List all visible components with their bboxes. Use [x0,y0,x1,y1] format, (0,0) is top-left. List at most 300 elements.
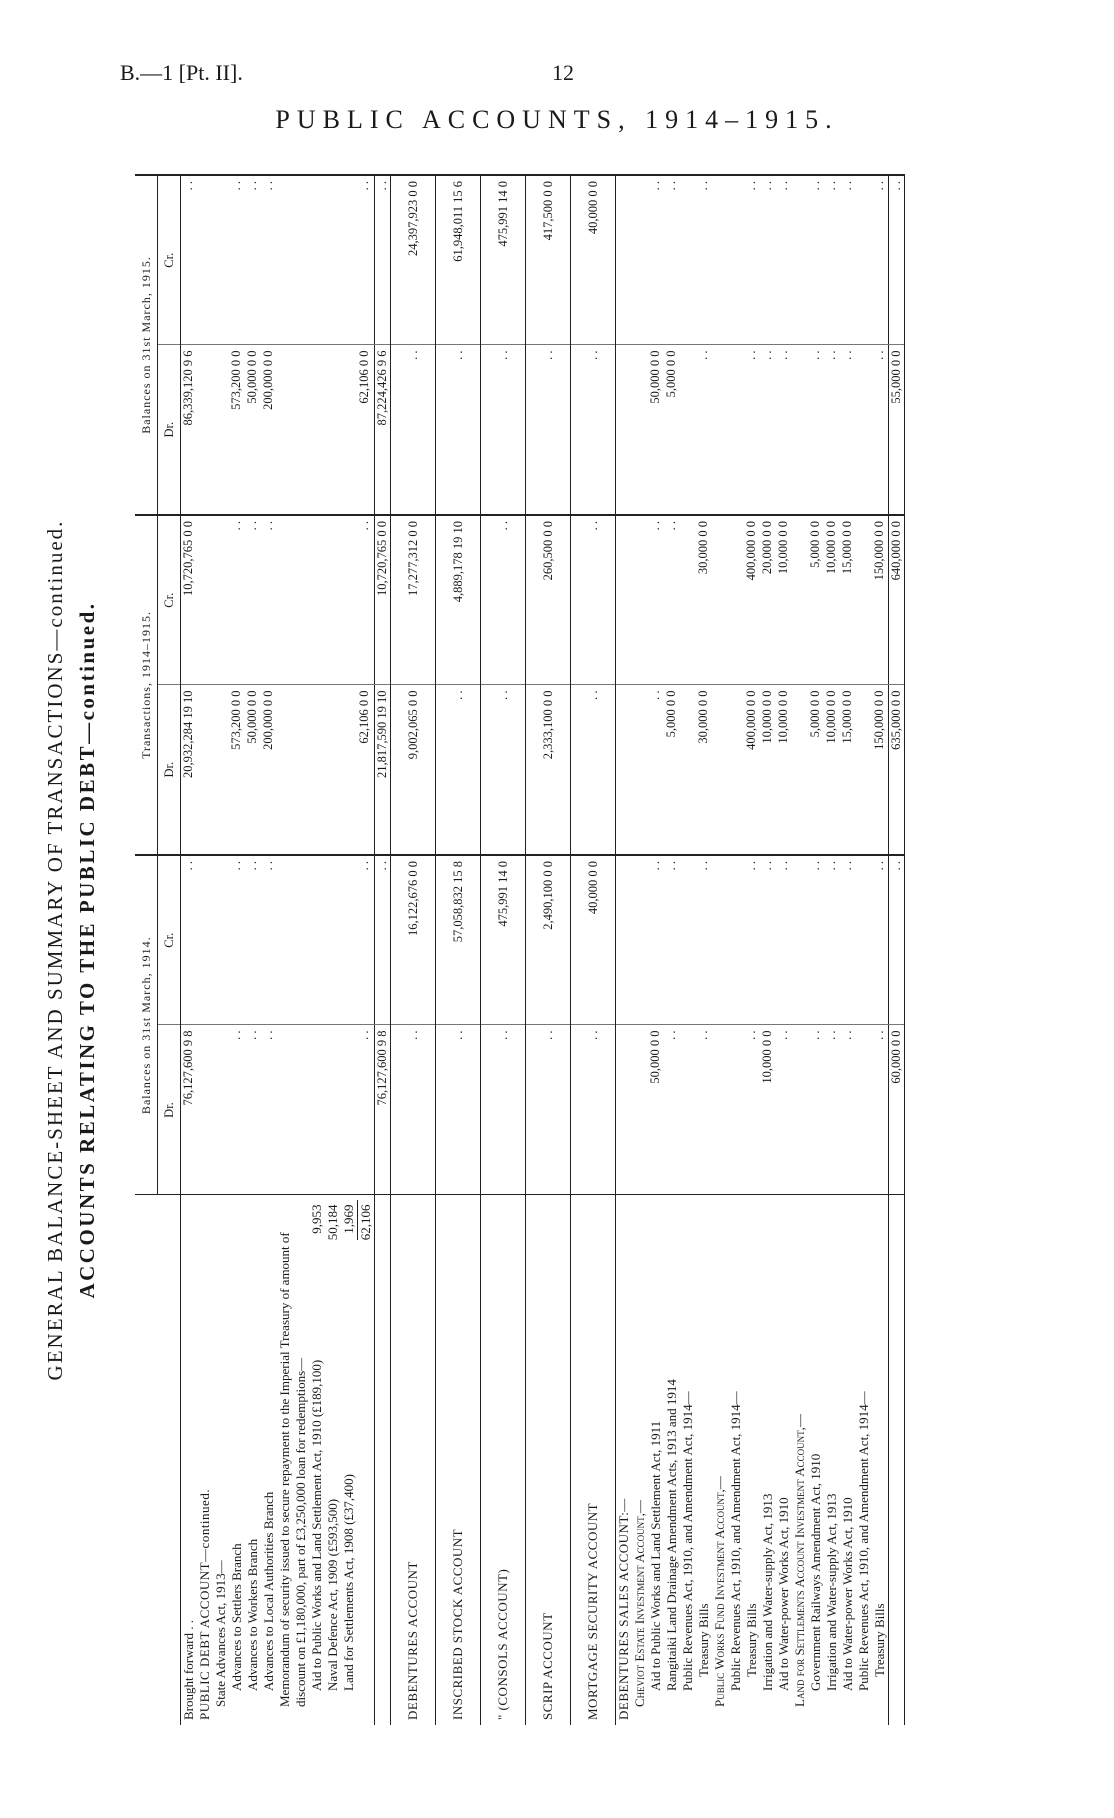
amount-dr14: . . [357,1025,375,1195]
amount-cr14 [712,855,728,1025]
row-label-text: Treasury Bills [696,1603,711,1677]
amount-cr15: 40,000 0 0 [571,175,616,345]
amount-dr15: . . [696,345,712,515]
amount-trdr: . . [481,685,526,855]
amount-dr15: . . [481,345,526,515]
amount-dr15: . . [391,345,436,515]
row-label-text: DEBENTURES ACCOUNT [405,1561,420,1720]
amount-trdr: 5,000 0 0 [808,685,824,855]
row-label-text: Aid to Water-power Works Act, 1910 [840,1497,855,1691]
amount-trcr: . . [229,515,245,685]
amount-cr14 [213,855,229,1025]
amount-cr14: . . [375,855,391,1025]
row-label-text: Advances to Settlers Branch [229,1543,244,1691]
table-row [680,175,696,1725]
group-header-transactions: Transactions, 1914–1915. [135,515,158,855]
amount-cr15: . . [261,175,277,345]
amount-trcr: 4,889,178 19 10 [436,515,481,685]
row-label [526,1195,571,1725]
amount-trcr [309,515,325,685]
amount-cr15 [728,175,744,345]
amount-dr14: . . [261,1025,277,1195]
amount-trcr: . . [571,515,616,685]
amount-dr14 [728,1025,744,1195]
amount-dr14: . . [808,1025,824,1195]
amount-trdr: 635,000 0 0 [889,685,905,855]
amount-cr14: . . [760,855,776,1025]
amount-cr15: 417,500 0 0 [526,175,571,345]
row-label [728,1195,744,1725]
group-header-balances-1914: Balances on 31st March, 1914. [135,855,158,1195]
rotated-balance-sheet [43,175,1060,1725]
amount-trdr: 150,000 0 0 [872,685,889,855]
row-label-text: Treasury Bills [872,1603,887,1677]
amount-dr15 [309,345,325,515]
amount-cr15 [712,175,728,345]
amount-cr15 [616,175,633,345]
cr-header: Cr. [158,515,181,685]
amount-trcr: 10,000 0 0 [824,515,840,685]
amount-trdr [728,685,744,855]
amount-trdr [213,685,229,855]
amount-trdr: 200,000 0 0 [261,685,277,855]
amount-trdr [197,685,213,855]
row-label [632,1195,648,1725]
table-row [744,175,760,1725]
inline-amount: 50,184 [325,1204,340,1241]
row-label-text: Irrigation and Water-supply Act, 1913 [760,1493,775,1691]
amount-cr15: . . [664,175,680,345]
amount-cr14 [728,855,744,1025]
amount-trdr [680,685,696,855]
row-label-text: Land for Settlements Act, 1908 (£37,400) [341,1474,356,1691]
amount-cr14 [680,855,696,1025]
sheet-heading: GENERAL BALANCE-SHEET AND SUMMARY OF TRANSACTIONS—continued. [43,519,67,1381]
inline-amount: 1,969 [341,1204,356,1234]
amount-cr14 [792,855,808,1025]
dr-header: Dr. [158,1025,181,1195]
amount-trcr [792,515,808,685]
amount-cr14 [856,855,872,1025]
account-row [436,175,481,1725]
table-row [808,175,824,1725]
row-label [481,1195,526,1725]
row-label [872,1195,889,1725]
amount-cr15: . . [776,175,792,345]
inline-amount: 9,953 [309,1204,324,1234]
amount-dr15: 573,200 0 0 [229,345,245,515]
row-label [245,1195,261,1725]
amount-trcr: . . [664,515,680,685]
amount-cr14: . . [245,855,261,1025]
page-reference: B.—1 [Pt. II]. [120,60,243,85]
amount-dr15: . . [526,345,571,515]
amount-cr15: . . [840,175,856,345]
amount-cr14: . . [744,855,760,1025]
amount-dr14: . . [436,1025,481,1195]
amount-cr15: . . [357,175,375,345]
amount-dr14: . . [229,1025,245,1195]
amount-dr14 [277,1025,309,1195]
amount-cr14: 475,991 14 0 [481,855,526,1025]
row-label [744,1195,760,1725]
amount-trcr [277,515,309,685]
amount-trdr: . . [571,685,616,855]
amount-cr15 [856,175,872,345]
row-label [309,1195,325,1725]
amount-dr14 [309,1025,325,1195]
table-row [357,175,375,1725]
row-label [436,1195,481,1725]
amount-cr15 [792,175,808,345]
amount-dr14 [632,1025,648,1195]
amount-dr15: . . [872,345,889,515]
amount-dr15 [728,345,744,515]
amount-cr14 [341,855,357,1025]
amount-cr15 [680,175,696,345]
amount-trcr: 400,000 0 0 [744,515,760,685]
amount-cr14 [325,855,341,1025]
amount-dr14 [325,1025,341,1195]
amount-trcr [197,515,213,685]
amount-cr15: . . [648,175,664,345]
table-row [309,175,325,1725]
amount-dr14: . . [696,1025,712,1195]
amount-dr15: 5,000 0 0 [664,345,680,515]
table-row [696,175,712,1725]
amount-dr14 [213,1025,229,1195]
cr-header: Cr. [158,855,181,1025]
amount-trcr: . . [481,515,526,685]
amount-dr15 [712,345,728,515]
amount-trcr [341,515,357,685]
amount-trdr [325,685,341,855]
amount-trcr: 20,000 0 0 [760,515,776,685]
table-row [277,175,309,1725]
amount-trdr: 10,000 0 0 [776,685,792,855]
account-row [526,175,571,1725]
table-row [728,175,744,1725]
amount-dr14: . . [481,1025,526,1195]
amount-trdr: 20,932,284 19 10 [181,685,198,855]
table-row [776,175,792,1725]
table-row [712,175,728,1725]
amount-dr15: 50,000 0 0 [245,345,261,515]
amount-dr14 [680,1025,696,1195]
row-label [391,1195,436,1725]
row-label [648,1195,664,1725]
amount-trcr: 10,720,765 0 0 [181,515,198,685]
amount-trdr [856,685,872,855]
amount-cr14: . . [181,855,198,1025]
amount-trcr: 10,000 0 0 [776,515,792,685]
amount-cr14: . . [840,855,856,1025]
amount-dr15: 55,000 0 0 [889,345,905,515]
amount-dr15 [792,345,808,515]
amount-cr14 [616,855,633,1025]
amount-trcr: 30,000 0 0 [696,515,712,685]
amount-dr15: . . [436,345,481,515]
amount-trcr: . . [357,515,375,685]
amount-cr15: . . [229,175,245,345]
amount-dr15 [680,345,696,515]
table-row [341,175,357,1725]
row-label [325,1195,341,1725]
amount-dr14: . . [840,1025,856,1195]
amount-cr15: . . [808,175,824,345]
row-label-text: Cheviot Estate Investment Account,— [632,1500,647,1707]
amount-dr15 [341,345,357,515]
amount-trdr: . . [436,685,481,855]
amount-cr15 [309,175,325,345]
row-label-text: Public Revenues Act, 1910, and Amendment Act, 1914— [856,1391,871,1691]
row-label-text: Land for Settlements Account Investment Account,— [792,1414,807,1707]
amount-cr14: . . [357,855,375,1025]
amount-dr15: . . [776,345,792,515]
particulars-column-header [135,1195,181,1725]
row-label-text: Aid to Water-power Works Act, 1910 [776,1497,791,1691]
row-label [776,1195,792,1725]
amount-trdr: 50,000 0 0 [245,685,261,855]
amount-trcr [728,515,744,685]
amount-cr15 [277,175,309,345]
amount-cr15 [632,175,648,345]
row-label [341,1195,357,1725]
amount-trdr: . . [648,685,664,855]
amount-cr15 [197,175,213,345]
amount-dr14 [341,1025,357,1195]
amount-dr14: 76,127,600 9 8 [375,1025,391,1195]
amount-trdr [632,685,648,855]
row-label [357,1195,375,1725]
amount-cr14: . . [808,855,824,1025]
amount-dr15 [197,345,213,515]
table-row [245,175,261,1725]
amount-dr14 [712,1025,728,1195]
page-title: PUBLIC ACCOUNTS, 1914–1915. [275,105,839,134]
amount-dr15 [277,345,309,515]
account-row [391,175,436,1725]
amount-trdr: 15,000 0 0 [840,685,856,855]
row-label-text: Memorandum of security issued to secure repayment to the Imperial Treasury of amount of discount on £1,180,000, part of £3,250,000 loan for redemptions— [277,1232,308,1707]
table-row [229,175,245,1725]
row-label [696,1195,712,1725]
row-label [664,1195,680,1725]
row-label [824,1195,840,1725]
row-label [213,1195,229,1725]
amount-trdr: 30,000 0 0 [696,685,712,855]
amount-trdr: 21,817,590 19 10 [375,685,391,855]
amount-cr14 [277,855,309,1025]
amount-dr14: 60,000 0 0 [889,1025,905,1195]
amount-cr15: 24,397,923 0 0 [391,175,436,345]
amount-cr14: 2,490,100 0 0 [526,855,571,1025]
row-label [375,1195,391,1725]
row-label [571,1195,616,1725]
row-label-text: SCRIP ACCOUNT [540,1612,555,1720]
amount-dr15 [856,345,872,515]
row-label-text: Rangitaiki Land Drainage Amendment Acts, 1913 and 1914 [664,1379,679,1691]
amount-trcr: 15,000 0 0 [840,515,856,685]
table-row [616,175,633,1725]
amount-trdr: 5,000 0 0 [664,685,680,855]
row-label [889,1195,905,1725]
amount-cr14: 57,058,832 15 8 [436,855,481,1025]
amount-dr14: 50,000 0 0 [648,1025,664,1195]
row-label-text: State Advances Act, 1913— [213,1560,228,1707]
amount-dr15: . . [760,345,776,515]
amount-dr15: 200,000 0 0 [261,345,277,515]
amount-trdr: 573,200 0 0 [229,685,245,855]
amount-dr15: . . [808,345,824,515]
amount-trcr: . . [648,515,664,685]
row-label-text: Naval Defence Act, 1909 (£593,500) [325,1498,340,1691]
row-label-text: Irrigation and Water-supply Act, 1913 [824,1493,839,1691]
amount-dr14: . . [776,1025,792,1195]
row-label-text: Public Revenues Act, 1910, and Amendment Act, 1914— [680,1391,695,1691]
amount-trcr [325,515,341,685]
table-row [760,175,776,1725]
row-label [181,1195,198,1725]
amount-cr14 [309,855,325,1025]
row-label-text: Advances to Workers Branch [245,1538,260,1691]
sheet-subheading: ACCOUNTS RELATING TO THE PUBLIC DEBT—continued. [75,601,99,1299]
amount-dr15: . . [840,345,856,515]
amount-trdr: 9,002,065 0 0 [391,685,436,855]
amount-dr15 [632,345,648,515]
row-label-text: Government Railways Amendment Act, 1910 [808,1453,823,1691]
page-number: 12 [552,60,574,85]
row-label-text: DEBENTURES SALES ACCOUNT:— [616,1498,631,1720]
amount-trcr: . . [261,515,277,685]
amount-trdr [616,685,633,855]
amount-dr15 [213,345,229,515]
amount-cr15: . . [245,175,261,345]
amount-dr14: 10,000 0 0 [760,1025,776,1195]
amount-cr14: . . [664,855,680,1025]
table-row [648,175,664,1725]
amount-dr14 [197,1025,213,1195]
amount-cr15: 61,948,011 15 6 [436,175,481,345]
amount-trcr: 5,000 0 0 [808,515,824,685]
amount-trdr: 10,000 0 0 [824,685,840,855]
amount-dr14 [616,1025,633,1195]
total-row [889,175,905,1725]
amount-cr14: . . [776,855,792,1025]
amount-cr14 [197,855,213,1025]
amount-dr14: . . [744,1025,760,1195]
amount-cr15: . . [181,175,198,345]
row-label [616,1195,633,1725]
row-label-text: PUBLIC DEBT ACCOUNT—continued. [197,1488,212,1720]
row-label [229,1195,245,1725]
amount-trcr [616,515,633,685]
amount-dr15: . . [744,345,760,515]
amount-dr14 [792,1025,808,1195]
amount-cr15: . . [889,175,905,345]
row-label-text: MORTGAGE SECURITY ACCOUNT [585,1502,600,1720]
amount-cr14: . . [824,855,840,1025]
amount-cr15: . . [824,175,840,345]
row-label [712,1195,728,1725]
amount-cr14: . . [229,855,245,1025]
amount-cr15 [341,175,357,345]
amount-dr14: . . [872,1025,889,1195]
table-row [197,175,213,1725]
account-row [571,175,616,1725]
amount-dr14: . . [526,1025,571,1195]
row-label-text: " (CONSOLS ACCOUNT) [495,1568,510,1720]
row-label-text: INSCRIBED STOCK ACCOUNT [450,1528,465,1720]
amount-dr14: . . [664,1025,680,1195]
row-label-text: Advances to Local Authorities Branch [261,1491,276,1691]
amount-cr14: . . [889,855,905,1025]
cr-header: Cr. [158,175,181,345]
amount-trcr: 150,000 0 0 [872,515,889,685]
amount-trcr: . . [245,515,261,685]
amount-trcr: 10,720,765 0 0 [375,515,391,685]
dr-header: Dr. [158,345,181,515]
accounts-table [135,174,905,1725]
amount-dr15: . . [824,345,840,515]
account-row [481,175,526,1725]
amount-cr15: . . [744,175,760,345]
dr-header: Dr. [158,685,181,855]
table-row [792,175,808,1725]
amount-trdr [309,685,325,855]
amount-cr14: 40,000 0 0 [571,855,616,1025]
table-row [872,175,889,1725]
amount-dr14: . . [245,1025,261,1195]
amount-trcr: 17,277,312 0 0 [391,515,436,685]
row-label-text: Aid to Public Works and Land Settlement Act, 1911 [648,1420,663,1691]
amount-dr15: 86,339,120 9 6 [181,345,198,515]
amount-cr14 [632,855,648,1025]
row-label [792,1195,808,1725]
amount-dr14: 76,127,600 9 8 [181,1025,198,1195]
row-label [680,1195,696,1725]
row-label [856,1195,872,1725]
amount-cr15 [325,175,341,345]
amount-dr15: . . [571,345,616,515]
row-label-text: Public Works Fund Investment Account,— [712,1476,727,1707]
amount-cr15: . . [872,175,889,345]
amount-cr15: . . [375,175,391,345]
amount-dr14 [856,1025,872,1195]
table-row [664,175,680,1725]
amount-trcr [213,515,229,685]
table-row [261,175,277,1725]
table-body [181,175,905,1725]
amount-trdr: 62,106 0 0 [357,685,375,855]
amount-cr15: . . [760,175,776,345]
amount-cr14: . . [696,855,712,1025]
amount-trcr [680,515,696,685]
amount-cr14: . . [648,855,664,1025]
row-label-text: Aid to Public Works and Land Settlement Act, 1910 (£189,100) [309,1359,324,1691]
amount-dr15: 62,106 0 0 [357,345,375,515]
amount-cr14: . . [261,855,277,1025]
amount-trdr [277,685,309,855]
amount-cr15: . . [696,175,712,345]
amount-dr15 [325,345,341,515]
amount-cr15: 475,991 14 0 [481,175,526,345]
amount-dr15 [616,345,633,515]
amount-dr15: 87,224,426 9 6 [375,345,391,515]
row-label-text: Brought forward . . [181,1619,196,1720]
table-row [840,175,856,1725]
amount-trcr [712,515,728,685]
